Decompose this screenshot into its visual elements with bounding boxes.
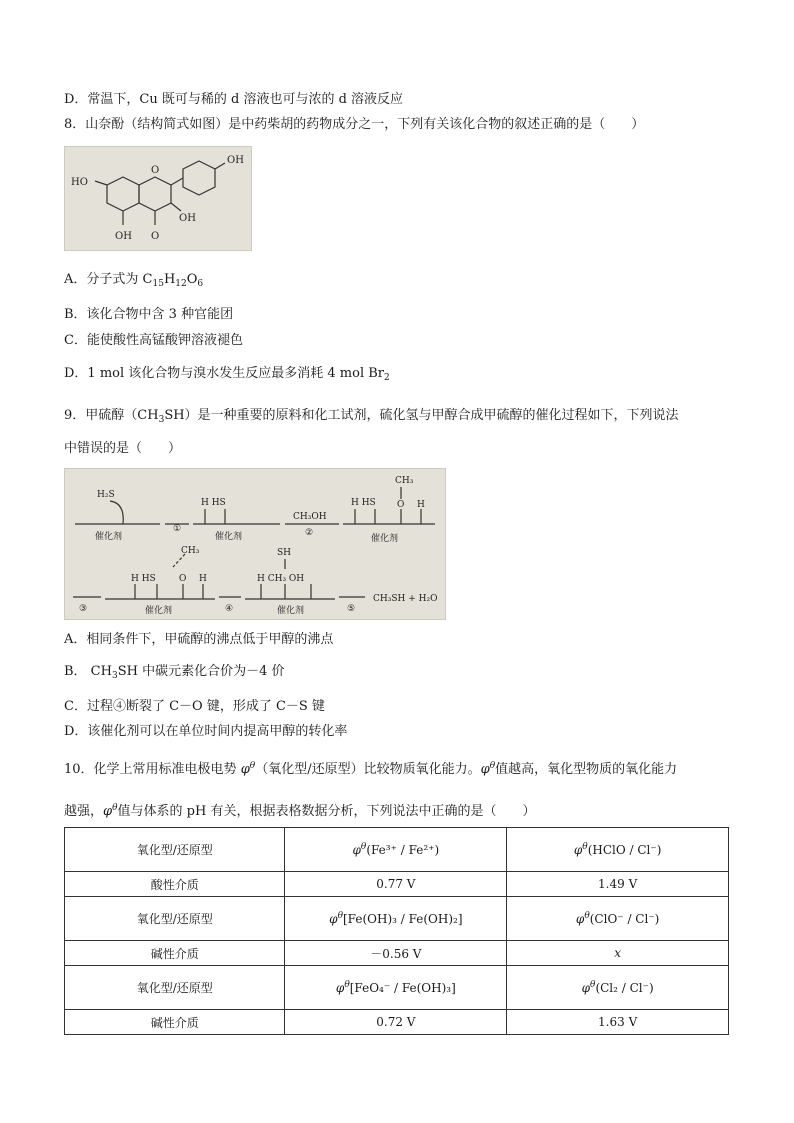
table-header-cell: $\varphi^\theta[Fe(OH)_3 / Fe(OH)_2]$ — [285, 897, 507, 941]
kaempferol-structure-drawing — [65, 147, 251, 250]
q9-stem-line1: 9．甲硫醇$(CH_3SH)$是一种重要的原料和化工试剂，硫化氢与甲醇合成甲硫醇的催化过程如下，下列说法 — [64, 408, 679, 425]
hhs-label-1: H HS — [201, 498, 226, 508]
o-label-2: O — [179, 574, 187, 584]
structure-label-carbonyl-o: O — [151, 231, 160, 242]
table-row — [65, 1010, 729, 1035]
step-3-label: ③ — [79, 604, 88, 614]
structure-label-oh-bottom: OH — [115, 231, 132, 242]
catalyst-label-2: 催化剂 — [215, 532, 243, 542]
o-label-1: O — [397, 500, 405, 510]
table-cell: x — [507, 941, 729, 966]
q8-option-b: B．该化合物中含 3 种官能团 — [64, 307, 234, 322]
table-cell: 碱性介质 — [65, 941, 285, 966]
product-label: CH₃SH + H₂O — [373, 594, 438, 604]
hhs-label-2: H HS — [351, 498, 376, 508]
q9-option-b: B． $CH_3SH$ 中碳元素化合价为－4 价 — [64, 664, 285, 681]
ch3-label-2: CH₃ — [181, 546, 200, 556]
q8-option-a: A．分子式为 $C_{15}H_{12}O_6$ — [64, 272, 204, 289]
table-header-cell: $\varphi^\theta(Fe^{3+} / Fe^{2+})$ — [285, 828, 507, 872]
table-header-cell: 氧化型/还原型 — [65, 966, 285, 1010]
hhs-label-3: H HS — [131, 574, 156, 584]
step-2-label: ② — [305, 528, 314, 538]
table-header-cell: $\varphi^\theta[FeO_4^- / Fe(OH)_3]$ — [285, 966, 507, 1010]
q9-option-c: C．过程④断裂了 C－O 键，形成了 C－S 键 — [64, 699, 325, 714]
table-cell: 酸性介质 — [65, 872, 285, 897]
sh-label: SH — [277, 548, 292, 558]
table-header-cell: 氧化型/还原型 — [65, 828, 285, 872]
q10-stem-line1: 10．化学上常用标准电极电势 $\varphi^\theta$（氧化型/还原型）比较物质氧化能力。$\varphi^\theta$值越高，氧化型物质的氧化能力 — [64, 761, 678, 777]
catalyst-label-1: 催化剂 — [95, 532, 123, 542]
kaempferol-structure-figure — [64, 146, 252, 251]
step-5-label: ⑤ — [347, 604, 356, 614]
q9-option-a: A．相同条件下，甲硫醇的沸点低于甲醇的沸点 — [64, 632, 334, 647]
table-cell: －0.56 V — [285, 941, 507, 966]
q9-option-d: D．该催化剂可以在单位时间内提高甲醇的转化率 — [64, 724, 348, 739]
h-label-1: H — [417, 500, 425, 510]
h2s-label: H₂S — [97, 490, 115, 500]
table-header-cell: $\varphi^\theta(Cl_2 / Cl^-)$ — [507, 966, 729, 1010]
q8-stem: 8．山奈酚（结构简式如图）是中药柴胡的药物成分之一，下列有关该化合物的叙述正确的是（ ） — [64, 117, 645, 132]
h-label-2: H — [199, 574, 207, 584]
table-header-cell: 氧化型/还原型 — [65, 897, 285, 941]
q8-option-d: D．1 mol 该化合物与溴水发生反应最多消耗 4 mol $Br_2$ — [64, 366, 390, 383]
step-1-label: ① — [173, 524, 182, 534]
table-row — [65, 941, 729, 966]
table-row — [65, 966, 729, 1010]
ch3-label-1: CH₃ — [395, 476, 414, 486]
table-row — [65, 872, 729, 897]
catalyst-label-3: 催化剂 — [371, 534, 399, 544]
q9-stem-line2: 中错误的是（ ） — [64, 441, 182, 456]
table-header-cell: $\varphi^\theta(ClO^- / Cl^-)$ — [507, 897, 729, 941]
table-cell: 碱性介质 — [65, 1010, 285, 1035]
table-cell: 0.77 V — [285, 872, 507, 897]
electrode-potential-table — [64, 827, 729, 1035]
catalyst-label-4: 催化剂 — [145, 606, 173, 616]
table-row — [65, 828, 729, 872]
ch3oh-reactant-label: CH₃OH — [293, 512, 327, 522]
table-cell: 0.72 V — [285, 1010, 507, 1035]
structure-label-oh-top: OH — [227, 155, 244, 166]
q10-stem-line2: 越强，$\varphi^\theta$值与体系的 pH 有关，根据表格数据分析，下列说法中正确的是（ ） — [64, 803, 536, 819]
step-4-label: ④ — [225, 604, 234, 614]
catalyst-label-5: 催化剂 — [277, 606, 305, 616]
structure-label-oh-right: OH — [179, 213, 196, 224]
catalysis-process-figure — [64, 468, 446, 620]
table-cell: 1.63 V — [507, 1010, 729, 1035]
table-row — [65, 897, 729, 941]
structure-label-ring-o: O — [151, 165, 160, 176]
ch3oh-bound-label: H CH₃ OH — [257, 574, 305, 584]
q7-option-d: D．常温下，Cu 既可与稀的 d 溶液也可与浓的 d 溶液反应 — [64, 92, 404, 107]
q8-option-c: C．能使酸性高锰酸钾溶液褪色 — [64, 333, 243, 348]
table-cell: 1.49 V — [507, 872, 729, 897]
table-header-cell: $\varphi^\theta(HClO / Cl^-)$ — [507, 828, 729, 872]
catalysis-process-drawing — [65, 469, 445, 619]
structure-label-ho-left: HO — [71, 177, 88, 188]
